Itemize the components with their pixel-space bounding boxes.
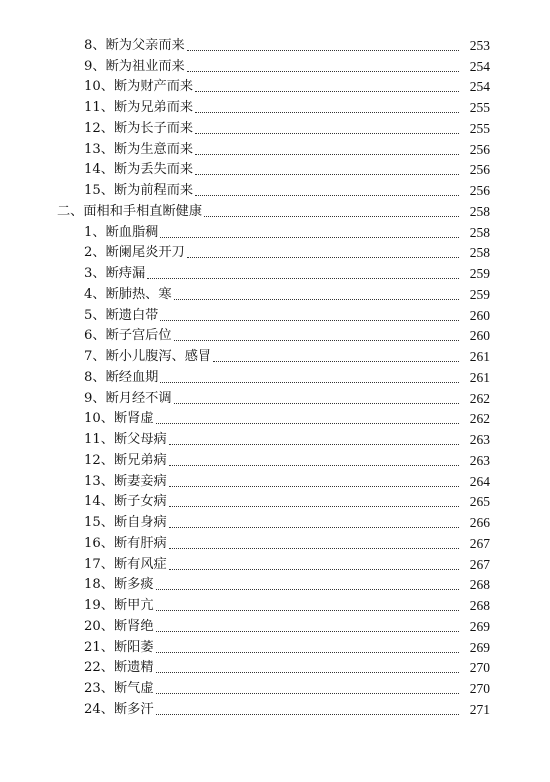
toc-entry[interactable] [0, 179, 490, 200]
dot-leader [195, 91, 459, 92]
toc-entry[interactable] [0, 221, 490, 242]
toc-entry-label: 3、断痔漏 [84, 266, 146, 281]
toc-entry-label: 13、断为生意而来 [84, 141, 194, 157]
toc-entry[interactable] [0, 657, 490, 678]
toc-section-entry[interactable] [0, 200, 490, 221]
toc-entry[interactable] [0, 511, 490, 532]
toc-page-number: 267 [469, 556, 490, 572]
dot-leader [204, 216, 459, 217]
toc-entry-label: 6、断子宫后位 [84, 328, 172, 344]
dot-leader [160, 320, 459, 321]
dot-leader [169, 444, 459, 445]
toc-page-number: 261 [469, 369, 490, 385]
toc-entry-label: 15、断自身病 [84, 515, 167, 530]
toc-entry[interactable] [0, 387, 490, 408]
toc-entry[interactable] [0, 34, 490, 55]
toc-entry-label: 14、断为丢失而来 [84, 162, 194, 178]
dot-leader [174, 403, 459, 404]
dot-leader [174, 299, 459, 300]
dot-leader [156, 714, 459, 715]
toc-entry[interactable] [0, 428, 490, 449]
toc-entry-label: 8、断经血期 [84, 369, 159, 385]
toc-entry[interactable] [0, 698, 490, 719]
toc-list [0, 34, 490, 719]
dot-leader [195, 195, 459, 196]
toc-entry[interactable] [0, 553, 490, 574]
toc-page-number: 262 [469, 390, 490, 406]
toc-entry-label: 20、断肾绝 [84, 618, 154, 634]
toc-entry-label: 16、断有肝病 [84, 535, 167, 551]
toc-page-number: 269 [469, 618, 490, 634]
toc-page-number: 264 [469, 473, 490, 489]
toc-entry[interactable] [0, 325, 490, 346]
dot-leader [147, 278, 459, 279]
dot-leader [195, 154, 459, 155]
toc-entry-label: 17、断有风症 [84, 556, 167, 572]
toc-entry-label: 24、断多汗 [84, 701, 154, 717]
dot-leader [156, 631, 459, 632]
toc-page-number: 254 [469, 79, 490, 95]
toc-entry[interactable] [0, 159, 490, 180]
dot-leader [160, 237, 459, 238]
toc-entry[interactable] [0, 677, 490, 698]
dot-leader [169, 486, 459, 487]
toc-entry[interactable] [0, 532, 490, 553]
toc-page-number: 270 [469, 660, 490, 676]
dot-leader [187, 71, 459, 72]
dot-leader [195, 174, 459, 175]
toc-entry[interactable] [0, 117, 490, 138]
table-of-contents [0, 34, 550, 719]
toc-entry[interactable] [0, 76, 490, 97]
dot-leader [156, 610, 459, 611]
toc-entry-label: 18、断多痰 [84, 577, 154, 593]
dot-leader [169, 506, 459, 507]
dot-leader [156, 423, 459, 424]
toc-page-number: 258 [469, 224, 490, 240]
toc-entry-label: 11、断为兄弟而来 [84, 100, 194, 115]
toc-entry[interactable] [0, 138, 490, 159]
toc-page-number: 271 [469, 701, 490, 717]
dot-leader [160, 382, 459, 383]
toc-page-number: 259 [469, 266, 490, 281]
toc-entry-label: 12、断兄弟病 [84, 452, 167, 468]
toc-page-number: 262 [469, 411, 490, 427]
toc-page-number: 255 [469, 120, 490, 136]
toc-page-number: 259 [469, 286, 490, 302]
toc-page-number: 266 [469, 515, 490, 530]
dot-leader [156, 693, 459, 694]
toc-entry-label: 4、断肺热、寒 [84, 286, 172, 302]
toc-page-number: 256 [469, 183, 490, 198]
toc-entry[interactable] [0, 242, 490, 263]
toc-page-number: 261 [469, 349, 490, 364]
toc-entry[interactable] [0, 594, 490, 615]
toc-entry[interactable] [0, 304, 490, 325]
toc-entry-label: 19、断甲亢 [84, 598, 154, 613]
toc-entry-label: 5、断遗白带 [84, 307, 159, 323]
dot-leader [187, 257, 459, 258]
toc-entry-label: 7、断小儿腹泻、感冒 [84, 349, 212, 364]
dot-leader [187, 50, 459, 51]
toc-entry-label: 9、断为祖业而来 [84, 58, 185, 74]
toc-entry-label: 10、断肾虚 [84, 411, 154, 427]
toc-entry[interactable] [0, 449, 490, 470]
toc-entry[interactable] [0, 55, 490, 76]
toc-page-number: 256 [469, 141, 490, 157]
toc-page-number: 263 [469, 432, 490, 447]
dot-leader [169, 569, 459, 570]
toc-entry-label: 二、面相和手相直断健康 [57, 203, 203, 219]
toc-entry[interactable] [0, 345, 490, 366]
toc-entry-label: 14、断子女病 [84, 494, 167, 510]
toc-entry-label: 13、断妻妾病 [84, 473, 167, 489]
toc-page-number: 270 [469, 681, 490, 696]
toc-entry-label: 1、断血脂稠 [84, 224, 159, 240]
toc-entry-label: 2、断阑尾炎开刀 [84, 245, 185, 261]
toc-entry-label: 23、断气虚 [84, 681, 154, 696]
toc-entry[interactable] [0, 366, 490, 387]
toc-page-number: 263 [469, 452, 490, 468]
toc-page-number: 269 [469, 639, 490, 655]
toc-entry[interactable] [0, 636, 490, 657]
toc-entry[interactable] [0, 470, 490, 491]
toc-page-number: 258 [469, 203, 490, 219]
toc-entry[interactable] [0, 615, 490, 636]
toc-page-number: 267 [469, 535, 490, 551]
toc-page-number: 268 [469, 598, 490, 613]
toc-entry-label: 12、断为长子而来 [84, 120, 194, 136]
dot-leader [169, 527, 459, 528]
toc-page-number: 256 [469, 162, 490, 178]
toc-entry-label: 9、断月经不调 [84, 390, 172, 406]
toc-page-number: 258 [469, 245, 490, 261]
toc-entry-label: 8、断为父亲而来 [84, 37, 185, 53]
toc-entry[interactable] [0, 96, 490, 117]
toc-page-number: 260 [469, 307, 490, 323]
toc-page-number: 254 [469, 58, 490, 74]
dot-leader [169, 465, 459, 466]
dot-leader [169, 548, 459, 549]
toc-entry[interactable] [0, 574, 490, 595]
dot-leader [156, 589, 459, 590]
toc-entry-label: 21、断阳萎 [84, 639, 154, 655]
toc-entry-label: 15、断为前程而来 [84, 183, 194, 198]
toc-entry[interactable] [0, 491, 490, 512]
dot-leader [195, 133, 459, 134]
toc-entry[interactable] [0, 283, 490, 304]
toc-entry-label: 22、断遗精 [84, 660, 154, 676]
toc-entry-label: 10、断为财产而来 [84, 79, 194, 95]
dot-leader [174, 340, 459, 341]
toc-page-number: 260 [469, 328, 490, 344]
dot-leader [213, 361, 459, 362]
toc-page-number: 265 [469, 494, 490, 510]
toc-entry[interactable] [0, 262, 490, 283]
toc-page-number: 268 [469, 577, 490, 593]
toc-page-number: 253 [469, 37, 490, 53]
toc-entry[interactable] [0, 408, 490, 429]
toc-page-number: 255 [469, 100, 490, 115]
dot-leader [156, 672, 459, 673]
dot-leader [195, 112, 459, 113]
dot-leader [156, 652, 459, 653]
toc-entry-label: 11、断父母病 [84, 432, 167, 447]
